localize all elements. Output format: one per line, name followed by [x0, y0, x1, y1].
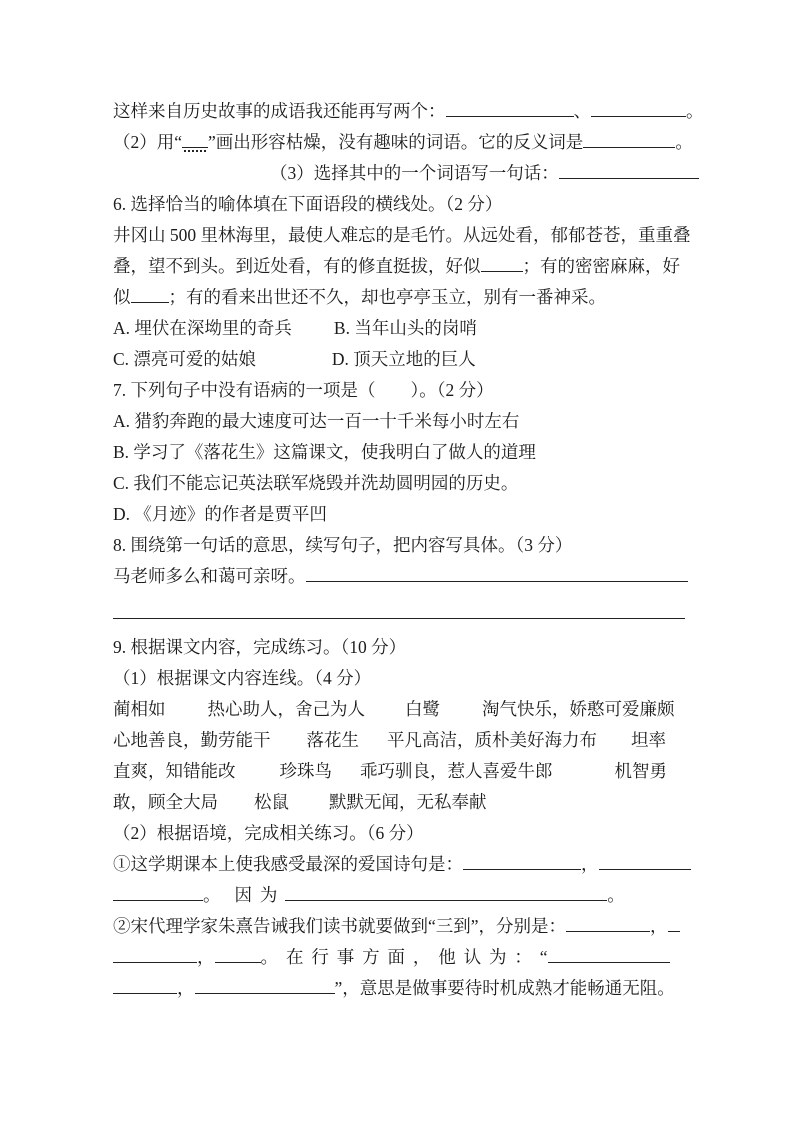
text-segment: 、 [573, 101, 591, 121]
text-segment: A. 猎豹奔跑的最大速度可达一百一十千米每小时左右 [113, 411, 520, 431]
text-segment: 6. 选择恰当的喻体填在下面语段的横线处。（2 分） [113, 194, 503, 214]
text-segment: B. 学习了《落花生》这篇课文，使我明白了做人的道理 [113, 442, 536, 462]
text-segment: 蔺相如 [113, 699, 166, 719]
text-segment: 叠，望不到头。到近处看，有的修直挺拔，好似 [113, 256, 481, 276]
q9-match-line4 [113, 787, 689, 818]
answer-blank [285, 885, 607, 901]
answer-blank [566, 916, 650, 932]
q9-sub2-item2-line2 [113, 942, 689, 973]
text-segment: 。 [675, 132, 693, 152]
column-gap [440, 714, 482, 715]
text-segment: B. 当年山头的岗哨 [333, 318, 477, 338]
answer-blank [599, 854, 691, 870]
text-segment: 在行事方面，他认为： [286, 947, 540, 967]
column-gap [365, 714, 405, 715]
text-segment: （2）用“ [113, 132, 183, 152]
text-segment: 松鼠 [254, 792, 289, 812]
q9-sub2-item1-line1 [113, 849, 689, 880]
q8-answer-line [113, 598, 689, 629]
q5-idiom-line [113, 96, 704, 127]
answer-blank [591, 101, 686, 117]
text-segment: ”，意思是做事要待时机成熟才能畅通无阻。 [334, 978, 675, 998]
q9-sub2-item2-line1 [113, 911, 689, 942]
text-segment: 敢，顾全大局 [113, 792, 218, 812]
text-segment: C. 我们不能忘记英法联军烧毁并洗劫圆明园的历史。 [113, 473, 519, 493]
q9-sub2-item2-line3 [113, 973, 689, 1004]
column-gap [332, 776, 360, 777]
column-gap [271, 745, 307, 746]
text-segment: ；有的看来出世还不久，却也亭亭玉立，别有一番神采。 [168, 287, 606, 307]
answer-blank [481, 256, 523, 272]
text-segment: A. 埋伏在深坳里的奇兵 [113, 318, 292, 338]
text-segment: 。 [203, 885, 221, 905]
q7-heading [113, 375, 689, 406]
answer-blank [559, 163, 699, 179]
q6-passage-line2 [113, 251, 689, 282]
text-segment: 心地善良，勤劳能干 [113, 730, 271, 750]
wavy-quote-mark [182, 132, 208, 148]
text-segment: 井冈山 500 里林海里，最使人难忘的是毛竹。从远处看，郁郁苍苍，重重叠 [113, 225, 691, 245]
column-gap [221, 900, 235, 901]
q9-sub2-item1-line2 [113, 880, 689, 911]
text-segment: 落花生 [306, 730, 359, 750]
column-gap [166, 714, 208, 715]
text-segment: 乖巧驯良，惹人喜爱牛郎 [360, 761, 553, 781]
answer-blank [113, 947, 197, 963]
text-segment: ， [650, 916, 668, 936]
text-segment: 热心助人，舍己为人 [207, 699, 365, 719]
q9-sub2-heading [113, 818, 689, 849]
text-segment: “ [539, 947, 548, 967]
q6-heading [113, 189, 689, 220]
column-gap [359, 745, 387, 746]
q7-option-d [113, 499, 689, 530]
text-segment: ， [197, 947, 215, 967]
q9-match-line1 [113, 694, 689, 725]
text-segment: （1）根据课文内容连线。（4 分） [113, 668, 372, 688]
text-segment: 。 [260, 947, 278, 967]
answer-blank [113, 885, 203, 901]
column-gap [256, 364, 332, 365]
text-segment: ；有的密密麻麻，好 [522, 256, 680, 276]
text-segment: ②宋代理学家朱熹告诫我们读书就要做到“三到”，分别是： [113, 916, 567, 936]
text-segment: ， [177, 978, 195, 998]
text-segment: D. 《月迹》的作者是贾平凹 [113, 504, 327, 524]
text-segment: 直爽，知错能改 [113, 761, 236, 781]
column-gap [292, 333, 334, 334]
q6-options-ab [113, 313, 689, 344]
text-segment: 淘气快乐，娇憨可爱廉颇 [482, 699, 675, 719]
answer-blank [446, 101, 574, 117]
text-segment: 坦率 [631, 730, 666, 750]
answer-blank [548, 947, 670, 963]
q7-option-c [113, 468, 689, 499]
column-gap [236, 776, 280, 777]
q9-match-line2 [113, 725, 689, 756]
text-segment: （2）根据语境，完成相关练习。（6 分） [113, 823, 424, 843]
answer-blank [306, 566, 688, 582]
text-segment: 机智勇 [614, 761, 667, 781]
text-segment: 8. 围绕第一句话的意思，续写句子，把内容写具体。（3 分） [113, 535, 573, 555]
text-segment: 珍珠鸟 [279, 761, 332, 781]
text-segment: （3）选择其中的一个词语写一句话： [270, 163, 559, 183]
column-gap [553, 776, 615, 777]
text-segment: 默默无闻，无私奉献 [329, 792, 487, 812]
text-segment: 。 [607, 885, 625, 905]
text-segment: 马老师多么和蔼可亲呀。 [113, 566, 306, 586]
text-segment: 平凡高洁，质朴美好海力布 [387, 730, 597, 750]
q9-match-line3 [113, 756, 689, 787]
q6-passage-line3 [113, 282, 689, 313]
text-segment: ①这学期课本上使我感受最深的爱国诗句是： [113, 854, 463, 874]
answer-blank [131, 287, 169, 303]
column-gap [597, 745, 631, 746]
answer-blank [463, 854, 581, 870]
text-segment: ”画出形容枯燥，没有趣味的词语。它的反义词是 [208, 132, 584, 152]
q7-option-a [113, 406, 689, 437]
q7-option-b [113, 437, 689, 468]
text-segment: C. 漂亮可爱的姑娘 [113, 349, 256, 369]
text-segment: 因为 [234, 885, 286, 905]
text-segment: 。 [686, 101, 704, 121]
text-segment: 7. 下列句子中没有语病的一项是（ ）。（2 分） [113, 380, 494, 400]
text-segment: 白鹭 [405, 699, 440, 719]
q5-sub2-line [113, 127, 693, 158]
text-segment: 这样来自历史故事的成语我还能再写两个： [113, 101, 446, 121]
q9-sub1-heading [113, 663, 689, 694]
text-segment: 9. 根据课文内容，完成练习。（10 分） [113, 637, 407, 657]
text-segment: ， [581, 854, 599, 874]
q6-passage-line1 [113, 220, 689, 251]
text-segment: D. 顶天立地的巨人 [331, 349, 476, 369]
column-gap [289, 807, 329, 808]
answer-blank [195, 978, 335, 994]
column-gap [218, 807, 254, 808]
text-segment: 似 [113, 287, 131, 307]
answer-blank [215, 947, 261, 963]
answer-blank [668, 916, 680, 932]
q9-heading [113, 632, 689, 663]
q5-sub3-line [113, 158, 689, 189]
answer-blank [583, 132, 675, 148]
answer-blank [113, 603, 685, 619]
column-gap [278, 962, 286, 963]
q6-options-cd [113, 344, 689, 375]
q8-stem-line [113, 561, 689, 592]
q8-heading [113, 530, 689, 561]
answer-blank [113, 978, 177, 994]
